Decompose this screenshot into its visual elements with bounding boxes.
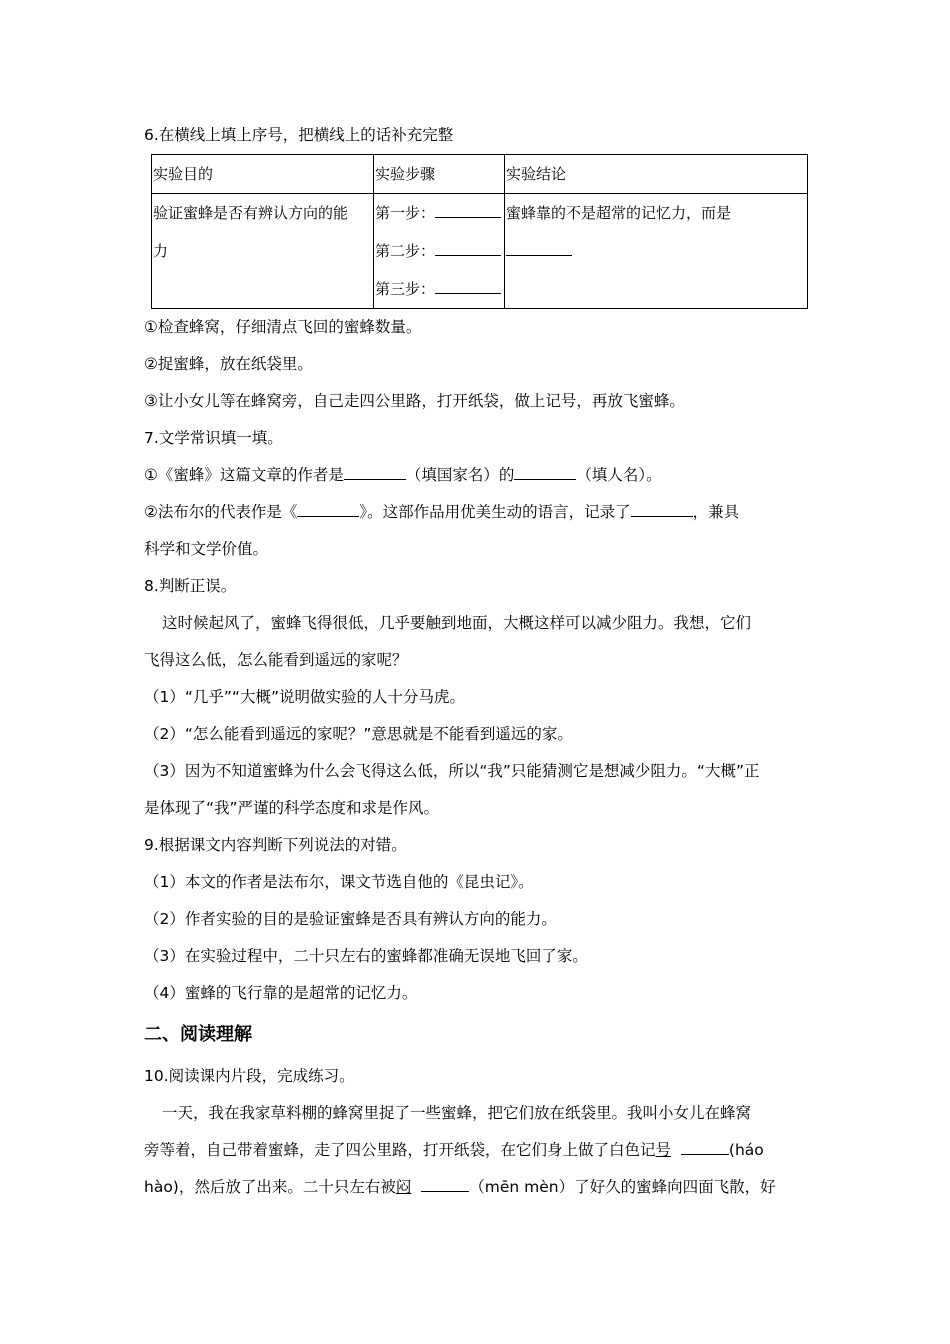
q9-item-2: （2）作者实验的目的是验证蜜蜂是否具有辨认方向的能力。 [144,910,557,928]
person-blank[interactable] [514,463,576,480]
record-blank[interactable] [631,500,693,517]
q10-passage-line-1: 一天，我在我家草料棚的蜂窝里捉了一些蜜蜂，把它们放在纸袋里。我叫小女儿在蜂窝 [162,1104,752,1122]
q10-text-b: (háo [728,1141,764,1159]
question-7-title: 7.文学常识填一填。 [144,429,283,447]
option-1: ①检查蜂窝，仔细清点飞回的蜜蜂数量。 [144,318,422,336]
q8-passage-line-2: 飞得这么低，怎么能看到遥远的家呢？ [144,651,408,669]
q7-text-c: （填人名）。 [576,466,662,484]
q8-item-1: （1）“几乎”“大概”说明做实验的人十分马虎。 [144,688,465,706]
q10-text-a: 旁等着，自己带着蜜蜂，走了四公里路，打开纸袋，在它们身上做了白色记 [144,1141,656,1159]
table-header-steps: 实验步骤 [374,155,505,194]
q10-passage-line-2 [144,1132,810,1169]
q10-text-c: hào)，然后放了出来。二十只左右被 [144,1178,396,1196]
question-8-title: 8.判断正误。 [144,577,237,595]
question-6-title: 6.在横线上填上序号，把横线上的话补充完整 [144,126,454,144]
conclusion-blank[interactable] [506,239,572,256]
question-7-line-3: 科学和文学价值。 [144,540,269,558]
option-3: ③让小女儿等在蜂窝旁，自己走四公里路，打开纸袋，做上记号，再放飞蜜蜂。 [144,392,685,410]
table-cell-purpose [152,194,374,309]
step-3-label: 第三步： [375,280,436,298]
q9-item-3: （3）在实验过程中，二十只左右的蜜蜂都准确无误地飞回了家。 [144,947,588,965]
country-blank[interactable] [344,463,406,480]
q7-text-f: ，兼具 [692,503,740,521]
q9-item-4: （4）蜜蜂的飞行靠的是超常的记忆力。 [144,984,418,1002]
q9-item-1: （1）本文的作者是法布尔，课文节选自他的《昆虫记》。 [144,873,534,891]
step-2-label: 第二步： [375,242,436,260]
q7-text-d: ②法布尔的代表作是《 [144,503,298,521]
question-10-title: 10.阅读课内片段，完成练习。 [144,1067,355,1085]
document-page [144,118,810,1206]
pinyin-blank-1[interactable] [681,1138,729,1155]
pinyin-blank-2[interactable] [421,1175,469,1192]
option-2: ②捉蜜蜂，放在纸袋里。 [144,355,313,373]
table-header-conclusion: 实验结论 [505,155,808,194]
table-header-row [152,155,808,194]
question-7-line-2 [144,494,810,531]
table-cell-conclusion [505,194,808,309]
work-blank[interactable] [297,500,359,517]
experiment-table [151,154,808,309]
q8-item-2: （2）“怎么能看到遥远的家呢？”意思就是不能看到遥远的家。 [144,725,573,743]
purpose-line-2: 力 [153,242,169,260]
underlined-char-men: 闷 [395,1178,412,1196]
q7-text-e: 》。这部作品用优美生动的语言，记录了 [359,503,631,521]
question-7-line-1 [144,457,810,494]
q10-passage-line-3 [144,1169,810,1206]
table-cell-steps [374,194,505,309]
table-row [152,194,808,309]
step-1-label: 第一步： [375,204,436,222]
q8-item-3-line-1: （3）因为不知道蜜蜂为什么会飞得这么低，所以“我”只能猜测它是想减少阻力。“大概”正 [144,762,760,780]
table-header-purpose: 实验目的 [152,155,374,194]
section-2-heading: 二、阅读理解 [144,1024,252,1045]
conclusion-text: 蜜蜂靠的不是超常的记忆力，而是 [506,204,732,222]
q7-text-a: ①《蜜蜂》这篇文章的作者是 [144,466,344,484]
underlined-char-hao: 号 [655,1141,672,1159]
question-9-title: 9.根据课文内容判断下列说法的对错。 [144,836,407,854]
step-1-blank[interactable] [435,201,501,218]
q7-text-b: （填国家名）的 [405,466,515,484]
step-2-blank[interactable] [435,239,501,256]
q8-passage-line-1: 这时候起风了，蜜蜂飞得很低，几乎要触到地面，大概这样可以减少阻力。我想，它们 [162,614,752,632]
q8-item-3-line-2: 是体现了“我”严谨的科学态度和求是作风。 [144,799,440,817]
step-3-blank[interactable] [435,277,501,294]
purpose-line-1: 验证蜜蜂是否有辨认方向的能 [153,204,349,222]
q10-text-d: （mēn mèn）了好久的蜜蜂向四面飞散，好 [469,1178,776,1196]
